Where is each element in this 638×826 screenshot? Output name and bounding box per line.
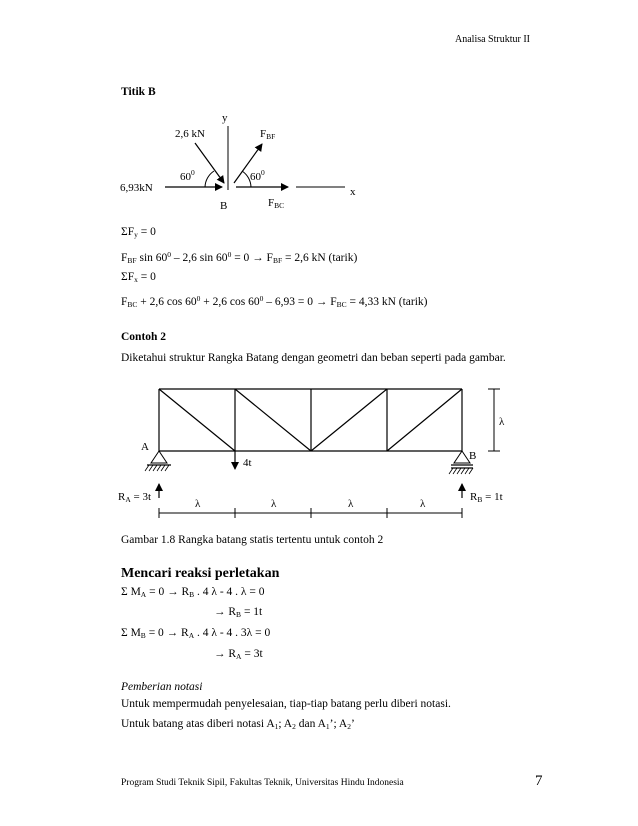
running-header: Analisa Struktur II	[455, 34, 530, 45]
figure-caption: Gambar 1.8 Rangka batang statis tertentu untuk contoh 2	[121, 534, 384, 546]
footer-text: Program Studi Teknik Sipil, Fakultas Teknik, Universitas Hindu Indonesia	[121, 778, 404, 788]
reaction-a-label: RA = 3t	[118, 491, 152, 504]
contoh2-intro: Diketahui struktur Rangka Batang dengan geometri dan beban seperti pada gambar.	[121, 352, 506, 364]
result-ra: → $R_A = 3t$	[214, 648, 263, 661]
diagonal-member	[159, 389, 235, 451]
load-693-label: 6,93kN	[120, 182, 153, 194]
equation-fbf: $F_{BF}$ $\sin 60^0 - 2,6$ $\sin 60^0 = 0 \to F_{BF} = 2,6$ kN (tarik)	[121, 250, 358, 265]
notasi-heading: Pemberian notasi	[121, 681, 203, 693]
diagonal-member	[311, 389, 387, 451]
equation-sum-fy: $\Sigma F_y = 0$	[121, 226, 156, 239]
span-label: λ	[420, 498, 426, 510]
node-a-label: A	[141, 441, 149, 453]
x-axis-label: x	[350, 186, 356, 198]
titik-b-heading: Titik B	[121, 86, 156, 98]
diagonal-member	[387, 389, 462, 451]
span-label: λ	[348, 498, 354, 510]
notasi-paragraph-2: Untuk batang atas diberi notasi $A_1$; $A_2$ dan $A_1$’; $A_2$’	[121, 718, 355, 731]
span-label: λ	[195, 498, 201, 510]
fbf-label: FBF	[260, 128, 276, 141]
notasi-paragraph-1: Untuk mempermudah penyelesaian, tiap-tiap batang perlu diberi notasi.	[121, 698, 451, 710]
joint-b-label: B	[220, 200, 228, 212]
load-26-label: 2,6 kN	[175, 128, 205, 140]
contoh2-heading: Contoh 2	[121, 331, 167, 343]
pin-support-a	[145, 451, 171, 471]
result-rb: → $R_B = 1t$	[214, 606, 263, 619]
moment-equation-b: Σ $M_B = 0 \to R_A$ . 4 λ - 4 . 3λ = 0	[121, 627, 271, 640]
span-label: λ	[271, 498, 277, 510]
angle-right-label: $60^0$	[250, 168, 265, 183]
angle-left-label: $60^0$	[180, 168, 195, 183]
load-4t-label: 4t	[243, 457, 252, 469]
fbc-label: FBC	[268, 197, 285, 210]
moment-equation-a: Σ $M_A = 0 \to R_B$ . 4 λ - 4 . λ = 0	[121, 586, 265, 599]
equation-fbc: $F_{BC} + 2,6$ $\cos 60^0 + 2,6$ $\cos 60^0 - 6,93 = 0 \to F_{BC} = 4,33$ kN (tarik)	[121, 294, 428, 309]
equation-sum-fx: $\Sigma F_x = 0$	[121, 271, 156, 284]
y-axis-label: y	[222, 112, 228, 124]
page-number: 7	[535, 773, 543, 789]
height-label: λ	[499, 416, 505, 428]
reaction-b-label: RB = 1t	[470, 491, 503, 504]
diagonal-member	[235, 389, 311, 451]
node-b-label: B	[469, 450, 477, 462]
reaksi-heading: Mencari reaksi perletakan	[121, 566, 280, 581]
